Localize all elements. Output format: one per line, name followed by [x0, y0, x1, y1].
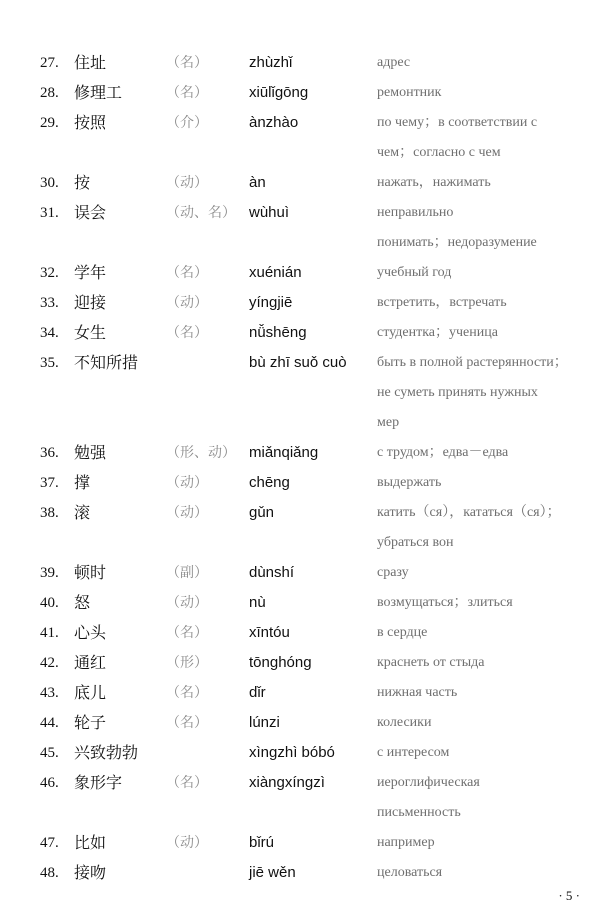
entry-translation [377, 858, 592, 888]
entry-part-of-speech: （副） [166, 565, 208, 581]
translation-line: быть в полной растерянности； [377, 355, 568, 370]
entry-word: 按 [74, 173, 91, 192]
translation-line: студентка；ученица [377, 325, 498, 340]
entry-translation [377, 168, 592, 198]
entry-pinyin: miǎnqiǎng [249, 444, 319, 461]
entry-part-of-speech: （动、名） [166, 205, 236, 221]
entry-translation [377, 48, 592, 78]
vocab-entry [0, 618, 600, 648]
entry-word: 顿时 [74, 563, 107, 582]
vocab-entry [0, 498, 600, 550]
vocab-entry [0, 288, 600, 318]
translation-line: ремонтник [377, 85, 442, 100]
entry-word: 迎接 [74, 293, 107, 312]
entry-part-of-speech: （动） [166, 175, 208, 191]
vocab-entry [0, 108, 600, 160]
entry-number: 34. [40, 325, 59, 341]
entry-pinyin: lúnzi [249, 714, 280, 731]
entry-translation [377, 348, 592, 438]
entry-number: 27. [40, 55, 59, 71]
translation-line: краснеть от стыда [377, 655, 485, 670]
translation-line: неправильно [377, 205, 454, 220]
entry-pinyin: yíngjiē [249, 294, 293, 311]
entry-number: 30. [40, 175, 59, 191]
translation-line: понимать；недоразумение [377, 235, 537, 250]
entry-number: 33. [40, 295, 59, 311]
entry-word: 比如 [74, 833, 107, 852]
entry-part-of-speech: （形、动） [166, 445, 236, 461]
entry-word: 怒 [74, 593, 91, 612]
vocab-entry [0, 168, 600, 198]
entry-part-of-speech: （名） [166, 265, 208, 281]
entry-number: 41. [40, 625, 59, 641]
entry-number: 39. [40, 565, 59, 581]
entry-pinyin: dùnshí [249, 564, 295, 581]
entry-translation [377, 558, 592, 588]
vocab-entry [0, 648, 600, 678]
entry-word: 不知所措 [74, 353, 139, 372]
entry-translation [377, 258, 592, 288]
entry-word: 通红 [74, 653, 107, 672]
translation-line: письменность [377, 805, 461, 820]
entry-translation [377, 468, 592, 498]
entry-translation [377, 708, 592, 738]
entry-number: 32. [40, 265, 59, 281]
translation-line: сразу [377, 565, 409, 580]
entry-word: 接吻 [74, 863, 107, 882]
entry-pinyin: wùhuì [249, 204, 290, 221]
translation-line: нижная часть [377, 685, 458, 700]
entry-pinyin: xiūlǐgōng [249, 84, 309, 101]
translation-line: адрес [377, 55, 411, 70]
entry-word: 学年 [74, 263, 107, 282]
entry-pinyin: zhùzhǐ [249, 54, 293, 71]
translation-line: иероглифическая [377, 775, 480, 790]
entry-number: 45. [40, 745, 59, 761]
entry-translation [377, 768, 592, 828]
entry-translation [377, 498, 592, 558]
entry-number: 28. [40, 85, 59, 101]
vocab-entry [0, 258, 600, 288]
translation-line: колесики [377, 715, 432, 730]
entry-part-of-speech: （动） [166, 595, 208, 611]
vocab-entry [0, 78, 600, 108]
vocab-entry [0, 738, 600, 768]
entry-number: 40. [40, 595, 59, 611]
vocab-entry [0, 558, 600, 588]
entry-translation [377, 588, 592, 618]
entry-translation [377, 678, 592, 708]
translation-line: не суметь принять нужных [377, 385, 538, 400]
entry-pinyin: nù [249, 594, 266, 611]
vocab-entry [0, 318, 600, 348]
entry-translation [377, 738, 592, 768]
entry-translation [377, 288, 592, 318]
vocab-entry [0, 828, 600, 858]
entry-word: 象形字 [74, 773, 123, 792]
translation-line: нажать，нажимать [377, 175, 491, 190]
entry-pinyin: ànzhào [249, 114, 299, 131]
entry-pinyin: bù zhī suǒ cuò [249, 354, 347, 371]
translation-line: по чему；в соответствии с [377, 115, 538, 130]
vocab-entry [0, 348, 600, 430]
entry-translation [377, 318, 592, 348]
vocab-entry [0, 678, 600, 708]
entry-word: 勉强 [74, 443, 107, 462]
entry-translation [377, 198, 592, 258]
translation-line: с трудом；едва－едва [377, 445, 509, 460]
entry-part-of-speech: （名） [166, 715, 208, 731]
entry-part-of-speech: （名） [166, 55, 208, 71]
entry-part-of-speech: （名） [166, 685, 208, 701]
entry-pinyin: chēng [249, 474, 290, 491]
entry-word: 轮子 [74, 713, 107, 732]
entry-pinyin: tōnghóng [249, 654, 312, 671]
entry-number: 42. [40, 655, 59, 671]
entry-number: 46. [40, 775, 59, 791]
entry-word: 修理工 [74, 83, 123, 102]
entry-word: 住址 [74, 53, 107, 72]
entry-part-of-speech: （名） [166, 325, 208, 341]
entry-number: 36. [40, 445, 59, 461]
vocab-entry [0, 48, 600, 78]
entry-part-of-speech: （动） [166, 835, 208, 851]
entry-number: 44. [40, 715, 59, 731]
entry-translation [377, 618, 592, 648]
translation-line: целоваться [377, 865, 443, 880]
entry-part-of-speech: （动） [166, 295, 208, 311]
vocab-entry [0, 468, 600, 498]
vocab-entry [0, 198, 600, 250]
entry-translation [377, 78, 592, 108]
entry-number: 43. [40, 685, 59, 701]
entry-translation [377, 108, 592, 168]
entry-translation [377, 648, 592, 678]
translation-line: убраться вон [377, 535, 454, 550]
entry-pinyin: dǐr [249, 684, 266, 701]
vocab-entry [0, 858, 600, 888]
entry-number: 38. [40, 505, 59, 521]
entry-part-of-speech: （名） [166, 775, 208, 791]
entry-pinyin: bǐrú [249, 834, 275, 851]
entry-pinyin: xīntóu [249, 624, 290, 641]
translation-line: в сердце [377, 625, 428, 640]
entry-number: 29. [40, 115, 59, 131]
translation-line: катить（ся），кататься（ся）； [377, 505, 561, 520]
entry-word: 兴致勃勃 [74, 743, 139, 762]
entry-part-of-speech: （动） [166, 505, 208, 521]
translation-line: чем；согласно с чем [377, 145, 501, 160]
entry-word: 误会 [74, 203, 107, 222]
entry-word: 撑 [74, 473, 91, 492]
entry-part-of-speech: （介） [166, 115, 208, 131]
entry-number: 48. [40, 865, 59, 881]
entry-word: 女生 [74, 323, 107, 342]
translation-line: с интересом [377, 745, 450, 760]
translation-line: возмущаться；злиться [377, 595, 513, 610]
vocab-entry [0, 588, 600, 618]
entry-translation [377, 828, 592, 858]
translation-line: мер [377, 415, 400, 430]
entry-part-of-speech: （名） [166, 625, 208, 641]
page-number: · 5 · [558, 888, 580, 903]
translation-line: выдержать [377, 475, 442, 490]
entry-pinyin: xiàngxíngzì [249, 774, 325, 791]
entry-number: 37. [40, 475, 59, 491]
entry-number: 31. [40, 205, 59, 221]
entry-translation [377, 438, 592, 468]
entry-pinyin: xuénián [249, 264, 302, 281]
entry-pinyin: xìngzhì bóbó [249, 744, 335, 761]
entry-part-of-speech: （动） [166, 475, 208, 491]
vocab-entry [0, 708, 600, 738]
entry-word: 心头 [74, 623, 107, 642]
vocab-entry [0, 768, 600, 820]
entry-word: 滚 [74, 503, 91, 522]
entry-pinyin: nǚshēng [249, 324, 307, 341]
translation-line: учебный год [377, 265, 452, 280]
entry-word: 按照 [74, 113, 107, 132]
entry-number: 35. [40, 355, 59, 371]
entry-word: 底儿 [74, 683, 107, 702]
entry-part-of-speech: （名） [166, 85, 208, 101]
translation-line: например [377, 835, 435, 850]
entry-pinyin: àn [249, 174, 266, 191]
entry-pinyin: jiē wěn [249, 864, 296, 881]
vocab-entry [0, 438, 600, 468]
entry-number: 47. [40, 835, 59, 851]
translation-line: встретить，встречать [377, 295, 507, 310]
entry-pinyin: gǔn [249, 504, 275, 521]
entry-part-of-speech: （形） [166, 655, 208, 671]
